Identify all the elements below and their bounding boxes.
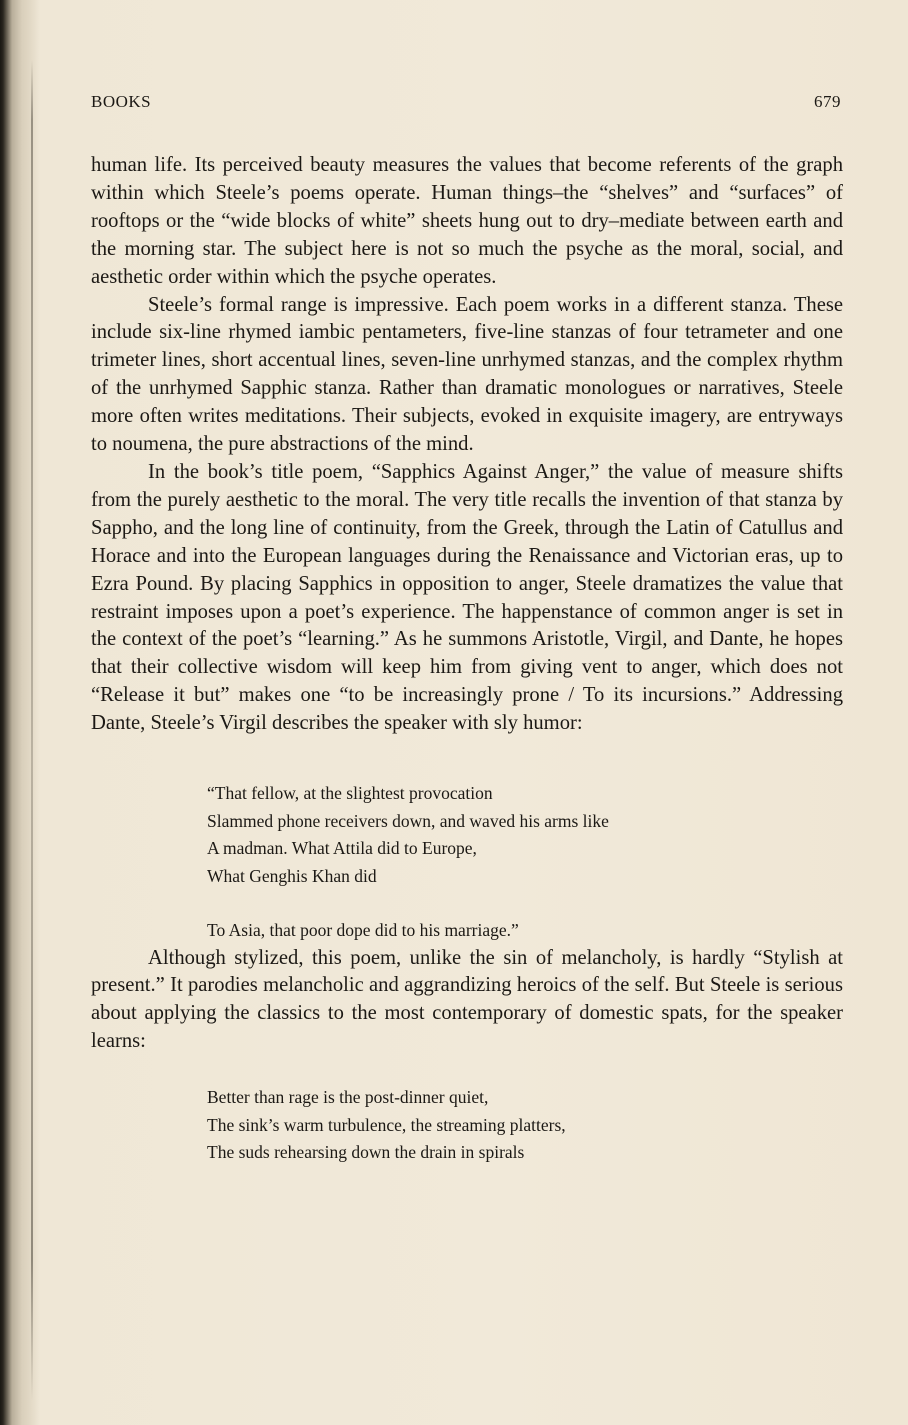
running-head-section: BOOKS xyxy=(91,92,152,111)
verse-line: To Asia, that poor dope did to his marriage.” xyxy=(207,920,519,941)
paragraph: Although stylized, this poem, unlike the sin of melancholy, is hardly “Stylish at present.” It parodies melancholic and aggrandizing heroics of the self. But Steele is serious about applying the classics to the most contemporary of domestic spats, for the speaker learns: xyxy=(91,946,843,1053)
verse-line: Better than rage is the post-dinner quiet, xyxy=(207,1087,489,1108)
paragraph: Steele’s formal range is impressive. Each poem works in a different stanza. These include six-line rhymed iambic pentameters, five-line stanzas of four tetrameter and one trimeter lines, short accentual lines, seven-line unrhymed stanzas, and the complex rhythm of the unrhymed Sapphic stanza. Rather than dramatic monologues or narratives, Steele more often writes meditations. Their subjects, evoked in exquisite imagery, are entryways to noumena, the pure abstractions of the mind. xyxy=(91,293,843,456)
verse-quotation xyxy=(91,780,843,945)
binding-crease xyxy=(31,60,33,1400)
running-head xyxy=(91,92,841,112)
verse-line: The sink’s warm turbulence, the streaming platters, xyxy=(207,1114,566,1135)
stanza-break xyxy=(207,890,843,917)
verse-line: “That fellow, at the slightest provocation xyxy=(207,783,493,804)
verse-line: Slammed phone receivers down, and waved his arms like xyxy=(207,810,609,831)
verse-line: A madman. What Attila did to Europe, xyxy=(207,838,477,859)
body-text xyxy=(91,152,843,1167)
verse-quotation xyxy=(91,1084,843,1167)
page-number: 679 xyxy=(814,92,841,111)
binding-shadow xyxy=(0,0,40,1425)
paragraph: human life. Its perceived beauty measures the values that become referents of the graph within which Steele’s poems operate. Human things–the “shelves” and “surfaces” of rooftops or the “wide blocks of white” sheets hung out to dry–mediate between earth and the morning star. The subject here is not so much the psyche as the moral, social, and aesthetic order within which the psyche operates. xyxy=(91,154,843,288)
paragraph: In the book’s title poem, “Sapphics Against Anger,” the value of measure shifts from the purely aesthetic to the moral. The very title recalls the invention of that stanza by Sappho, and the long line of continuity, from the Greek, through the Latin of Catullus and Horace and into the European languages during the Renaissance and Victorian eras, up to Ezra Pound. By placing Sapphics in opposition to anger, Steele dramatizes the value that restraint imposes upon a poet’s experience. The happenstance of common anger is set in the context of the poet’s “learning.” As he summons Aristotle, Virgil, and Dante, he hopes that their collective wisdom will keep him from giving vent to anger, which does not “Release it but” makes one “to be increasingly prone / To its incursions.” Addressing Dante, Steele’s Virgil describes the speaker with sly humor: xyxy=(91,460,843,735)
verse-line: The suds rehearsing down the drain in spirals xyxy=(207,1142,525,1163)
verse-line: What Genghis Khan did xyxy=(207,865,377,886)
